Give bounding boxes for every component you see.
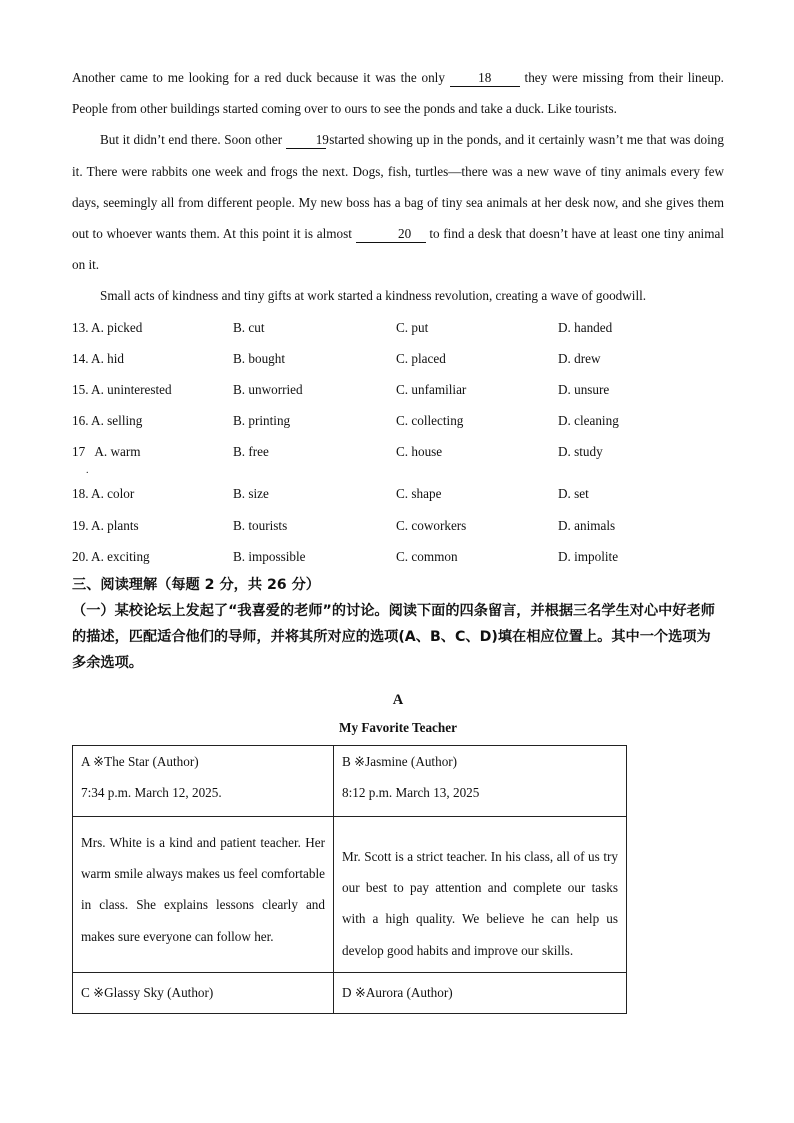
passage-paragraph-1 bbox=[72, 62, 724, 124]
table-row bbox=[73, 745, 627, 816]
document-page bbox=[72, 62, 724, 1014]
option-c: C. put bbox=[396, 319, 429, 335]
post-a-text: Mrs. White is a kind and patient teacher. Her warm smile always makes us feel comfortable in class. She explains lessons clearly and makes sure everyone can follow her. bbox=[81, 834, 325, 944]
stray-dot: . bbox=[86, 465, 89, 477]
post-a-body bbox=[73, 816, 334, 972]
option-b: B. impossible bbox=[233, 548, 306, 564]
option-b: B. unworried bbox=[233, 382, 303, 397]
option-b: B. bought bbox=[233, 350, 286, 366]
part-letter: A bbox=[392, 691, 404, 708]
option-a: 13. A. picked bbox=[72, 319, 143, 335]
option-row-15 bbox=[72, 374, 724, 405]
option-d: D. set bbox=[558, 486, 589, 502]
passage-text: started showing up in the ponds, and it certainly wasn’t me that was doing it. There were rabbits one week and frogs the next. Dogs, fish, turtles—there was a new wave of tiny animals every few days, seemingly all from different people. My new boss has a bag of tiny sea animals at her desk now, and she gives them out to whoever wants them. At this point it is almost bbox=[72, 132, 724, 242]
passage-paragraph-3: Small acts of kindness and tiny gifts at work started a kindness revolution, creating a wave of goodwill. bbox=[100, 288, 647, 304]
option-row-19 bbox=[72, 510, 724, 541]
table-row bbox=[73, 816, 627, 972]
posts-table bbox=[72, 745, 627, 1014]
option-d: D. unsure bbox=[558, 382, 610, 397]
option-a: 20. A. exciting bbox=[72, 548, 150, 564]
table-title: My Favorite Teacher bbox=[339, 719, 457, 735]
post-a-time: 7:34 p.m. March 12, 2025. bbox=[81, 784, 222, 800]
option-c: C. placed bbox=[396, 350, 446, 366]
option-b: B. tourists bbox=[233, 517, 288, 533]
section-instruction: （一）某校论坛上发起了“我喜爱的老师”的讨论。阅读下面的四条留言，并根据三名学生对心中好老师的描述，匹配适合他们的导师，并将其所对应的选项(A、B、C、D)填在相应位置上。其中一个选项为多余选项。 bbox=[72, 602, 715, 671]
post-c-header bbox=[73, 972, 334, 1013]
option-row-13 bbox=[72, 312, 724, 343]
option-a: 19. A. plants bbox=[72, 517, 139, 533]
table-row bbox=[73, 972, 627, 1013]
option-row-16 bbox=[72, 405, 724, 436]
option-c: C. collecting bbox=[396, 413, 464, 429]
post-c-author: C ※Glassy Sky (Author) bbox=[81, 984, 214, 1000]
option-a: 15. A. uninterested bbox=[72, 382, 172, 397]
option-b: B. cut bbox=[233, 319, 265, 335]
options-list bbox=[72, 312, 724, 572]
option-a: 16. A. selling bbox=[72, 413, 143, 429]
post-a-author: A ※The Star (Author) bbox=[81, 753, 199, 769]
option-row-17 bbox=[72, 436, 724, 478]
option-c: C. coworkers bbox=[396, 517, 467, 533]
blank-20: 20 bbox=[356, 226, 426, 243]
post-a-header bbox=[73, 745, 334, 816]
option-row-18 bbox=[72, 478, 724, 509]
post-b-text: Mr. Scott is a strict teacher. In his class, all of us try our best to pay attention and complete our tasks with a high quality. We believe he can help us develop good habits and improve our skills. bbox=[342, 848, 618, 958]
option-c: C. unfamiliar bbox=[396, 382, 467, 397]
option-d: D. handed bbox=[558, 319, 613, 335]
option-a: 18. A. color bbox=[72, 486, 135, 502]
post-b-author: B ※Jasmine (Author) bbox=[342, 753, 458, 769]
option-c: C. house bbox=[396, 444, 443, 460]
post-b-time: 8:12 p.m. March 13, 2025 bbox=[342, 784, 480, 800]
passage-text: to find a desk that doesn’t have at least one tiny animal on it. bbox=[72, 226, 724, 273]
option-d: D. cleaning bbox=[558, 413, 619, 429]
section-heading: 三、阅读理解（每题 2 分，共 26 分） bbox=[72, 576, 320, 593]
option-b: B. printing bbox=[233, 413, 291, 429]
option-d: D. study bbox=[558, 444, 603, 460]
option-a: 14. A. hid bbox=[72, 350, 125, 366]
option-d: D. drew bbox=[558, 350, 601, 366]
post-d-author: D ※Aurora (Author) bbox=[342, 984, 453, 1000]
post-d-header bbox=[334, 972, 627, 1013]
option-d: D. impolite bbox=[558, 548, 619, 564]
option-d: D. animals bbox=[558, 517, 616, 533]
option-b: B. size bbox=[233, 486, 269, 502]
post-b-header bbox=[334, 745, 627, 816]
passage-text: they were missing from their lineup. People from other buildings started coming over to ours to see the ponds and take a duck. Like tourists. bbox=[72, 70, 724, 117]
option-b: B. free bbox=[233, 444, 269, 460]
option-row-14 bbox=[72, 343, 724, 374]
blank-18: 18 bbox=[450, 70, 520, 87]
passage-text: Another came to me looking for a red duck because it was the only bbox=[72, 70, 450, 85]
blank-19: 19 bbox=[286, 132, 326, 149]
passage-paragraph-2 bbox=[72, 124, 724, 280]
option-c: C. common bbox=[396, 548, 458, 564]
post-b-body bbox=[334, 816, 627, 972]
passage-text: But it didn’t end there. Soon other bbox=[100, 132, 286, 148]
option-c: C. shape bbox=[396, 486, 442, 502]
option-a: 17 A. warm bbox=[72, 444, 141, 460]
option-row-20 bbox=[72, 541, 724, 572]
